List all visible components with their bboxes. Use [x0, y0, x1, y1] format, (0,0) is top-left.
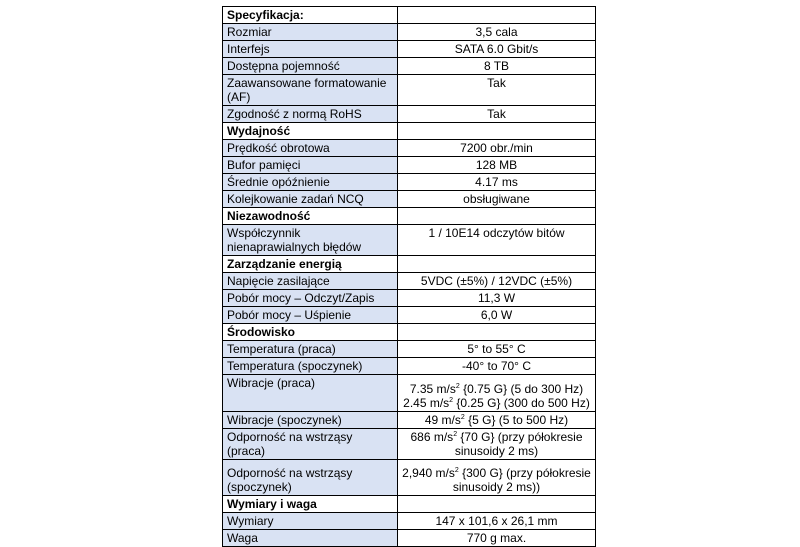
section-row	[223, 324, 596, 341]
row-value: 686 $m/s^2$ {70 G} (przy półokresie sinusoidy 2 ms)	[398, 429, 596, 460]
table-row	[223, 429, 596, 460]
empty-cell	[398, 123, 596, 140]
row-label: Odporność na wstrząsy (spoczynek)	[223, 460, 398, 496]
row-value: 147 x 101,6 x 26,1 mm	[398, 513, 596, 530]
row-label: Współczynnik nienaprawialnych błędów	[223, 225, 398, 256]
row-label: Waga	[223, 530, 398, 547]
table-row	[223, 358, 596, 375]
table-row	[223, 157, 596, 174]
row-label: Temperatura (praca)	[223, 341, 398, 358]
row-label: Wymiary	[223, 513, 398, 530]
value-line: 7.35 $m/s^2$ {0.75 G} (5 do 300 Hz)	[409, 382, 584, 396]
section-heading: Specyfikacja:	[223, 7, 398, 24]
section-row	[223, 496, 596, 513]
row-label: Średnie opóźnienie	[223, 174, 398, 191]
table-row	[223, 513, 596, 530]
row-label: Interfejs	[223, 41, 398, 58]
table-row	[223, 140, 596, 157]
row-label: Wibracje (praca)	[223, 375, 398, 412]
row-value: Tak	[398, 75, 596, 106]
row-label: Wibracje (spoczynek)	[223, 412, 398, 429]
table-row	[223, 530, 596, 547]
table-row	[223, 290, 596, 307]
row-label: Prędkość obrotowa	[223, 140, 398, 157]
table-row	[223, 41, 596, 58]
table-row	[223, 75, 596, 106]
table-row	[223, 307, 596, 324]
section-row	[223, 256, 596, 273]
row-label: Dostępna pojemność	[223, 58, 398, 75]
row-label: Zaawansowane formatowanie (AF)	[223, 75, 398, 106]
row-value: 7200 obr./min	[398, 140, 596, 157]
table-row	[223, 106, 596, 123]
section-heading: Środowisko	[223, 324, 398, 341]
table-row	[223, 174, 596, 191]
value-line: 2.45 $m/s^2$ {0.25 G} (300 do 500 Hz)	[403, 396, 590, 410]
spec-table	[222, 6, 596, 547]
row-label: Kolejkowanie zadań NCQ	[223, 191, 398, 208]
row-label: Pobór mocy – Odczyt/Zapis	[223, 290, 398, 307]
row-value: 6,0 W	[398, 307, 596, 324]
row-value	[398, 375, 596, 412]
empty-cell	[398, 324, 596, 341]
table-row	[223, 460, 596, 496]
row-label: Pobór mocy – Uśpienie	[223, 307, 398, 324]
table-row	[223, 24, 596, 41]
table-row	[223, 412, 596, 429]
row-value: 1 / 10E14 odczytów bitów	[398, 225, 596, 256]
row-value: 5° to 55° C	[398, 341, 596, 358]
table-row	[223, 225, 596, 256]
section-heading: Wydajność	[223, 123, 398, 140]
section-row	[223, 208, 596, 225]
row-label: Bufor pamięci	[223, 157, 398, 174]
row-value: 11,3 W	[398, 290, 596, 307]
row-value: SATA 6.0 Gbit/s	[398, 41, 596, 58]
row-label: Odporność na wstrząsy (praca)	[223, 429, 398, 460]
table-row	[223, 375, 596, 412]
row-value: -40° to 70° C	[398, 358, 596, 375]
section-row	[223, 123, 596, 140]
section-heading: Wymiary i waga	[223, 496, 398, 513]
row-value: 770 g max.	[398, 530, 596, 547]
row-value: 5VDC (±5%) / 12VDC (±5%)	[398, 273, 596, 290]
row-value: 2,940 $m/s^2$ {300 G} (przy półokresie sinusoidy 2 ms))	[398, 460, 596, 496]
section-heading: Zarządzanie energią	[223, 256, 398, 273]
table-row	[223, 341, 596, 358]
empty-cell	[398, 256, 596, 273]
row-value: 8 TB	[398, 58, 596, 75]
empty-cell	[398, 208, 596, 225]
empty-cell	[398, 496, 596, 513]
row-label: Napięcie zasilające	[223, 273, 398, 290]
section-row	[223, 7, 596, 24]
row-value: obsługiwane	[398, 191, 596, 208]
row-value: 128 MB	[398, 157, 596, 174]
row-value: Tak	[398, 106, 596, 123]
section-heading: Niezawodność	[223, 208, 398, 225]
table-row	[223, 273, 596, 290]
row-label: Rozmiar	[223, 24, 398, 41]
row-value: 49 $m/s^2$ {5 G} (5 to 500 Hz)	[398, 412, 596, 429]
row-value: 4.17 ms	[398, 174, 596, 191]
table-row	[223, 58, 596, 75]
row-value: 3,5 cala	[398, 24, 596, 41]
row-label: Zgodność z normą RoHS	[223, 106, 398, 123]
empty-cell	[398, 7, 596, 24]
table-row	[223, 191, 596, 208]
row-label: Temperatura (spoczynek)	[223, 358, 398, 375]
